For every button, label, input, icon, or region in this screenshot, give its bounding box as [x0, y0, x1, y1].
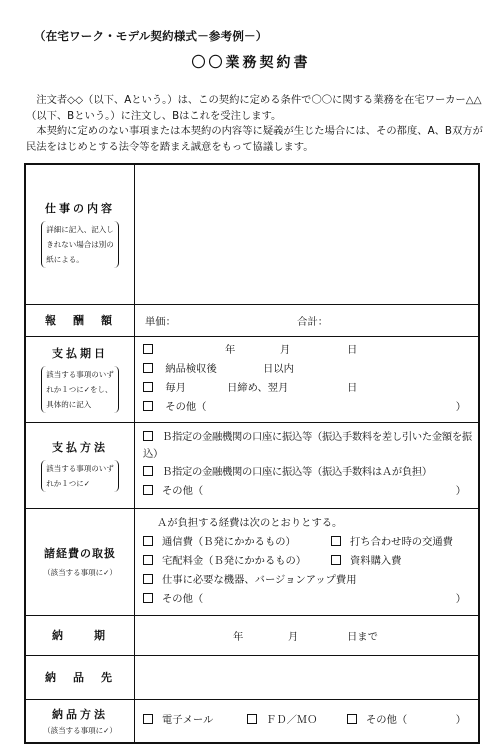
note-line: 具体的に記入 — [46, 400, 92, 409]
option-text: 宅配料金（Ｂ発にかかるもの） — [162, 555, 307, 567]
payment-method-option — [135, 429, 478, 463]
checkbox[interactable] — [247, 714, 257, 724]
form-subtitle: （在宅ワーク・モデル契約様式－参考例－） — [34, 29, 268, 43]
checkbox[interactable] — [143, 363, 153, 373]
destination-label-cell — [25, 655, 135, 699]
option-text: Ｂ指定の金融機関の口座に振込等（振込手数料はＡが負担） — [162, 466, 432, 478]
option-text: その他（ — [165, 401, 207, 413]
expenses-label: 諸経費の取扱 — [44, 547, 116, 560]
delivery-method-label-cell — [25, 699, 135, 743]
option-text: ） — [455, 401, 466, 413]
expenses-option-row — [135, 552, 478, 571]
option-text: 日 — [347, 382, 358, 394]
expenses-option-row — [135, 571, 478, 590]
deadline-label: 納 期 — [52, 629, 108, 642]
intro-paragraph: 注文者◇◇（以下、Aという。）は、この契約に定める条件で〇〇に関する業務を在宅ワーカー△△（以下、Bという。）に注文し、Bはこれを受注します。 — [26, 94, 482, 122]
checkbox[interactable] — [347, 714, 357, 724]
option-text: 年 — [225, 344, 236, 356]
fee-field[interactable] — [135, 304, 480, 336]
option-text: その他（ — [162, 593, 204, 605]
row-delivery-method — [25, 699, 479, 743]
note-line: れか１つに✓をし、 — [46, 385, 113, 394]
note-line: きれない場合は別の — [46, 240, 114, 250]
payment-method-note — [41, 460, 119, 492]
work-content-label: 仕事の内容 — [45, 202, 115, 216]
checkbox[interactable] — [143, 485, 153, 495]
contract-form-table — [24, 163, 480, 744]
row-expenses — [25, 508, 479, 615]
option-text: 資料購入費 — [350, 555, 402, 567]
deadline-field[interactable] — [135, 615, 480, 655]
option-text: 仕事に必要な機器、バージョンアップ費用 — [162, 574, 357, 586]
row-fee — [25, 304, 479, 336]
delivery-method-label: 納品方法 — [52, 707, 108, 721]
payment-date-option — [135, 379, 478, 398]
intro-paragraph: 本契約に定めのない事項または本契約の内容等に疑義が生じた場合には、その都度、A、B双方が民法をはじめとする法令等を踏まえ誠意をもって協議します。 — [26, 125, 483, 153]
deadline-label-cell — [25, 615, 135, 655]
payment-date-options — [135, 336, 480, 422]
option-text: 毎月 — [165, 382, 186, 394]
option-text: 納品検収後 — [165, 363, 217, 375]
row-destination — [25, 655, 479, 699]
option-text: その他（ — [162, 485, 204, 497]
checkbox[interactable] — [331, 555, 341, 565]
payment-date-option — [135, 398, 478, 417]
expenses-intro: Ａが負担する経費は次のとおりとする。 — [157, 517, 343, 529]
delivery-method-options — [135, 699, 480, 743]
payment-method-label: 支払方法 — [52, 440, 108, 454]
payment-method-label-cell — [25, 422, 135, 508]
deadline-month: 月 — [288, 630, 299, 643]
work-content-field[interactable] — [135, 164, 480, 304]
intro-text — [26, 93, 488, 155]
checkbox[interactable] — [143, 536, 153, 546]
expenses-options — [135, 508, 480, 615]
checkbox[interactable] — [331, 536, 341, 546]
checkbox[interactable] — [143, 466, 153, 476]
note-line: 詳細に記入、記入し — [46, 225, 114, 235]
option-text: 打ち合わせ時の交通費 — [350, 536, 453, 548]
checkbox[interactable] — [143, 401, 153, 411]
option-text: Ｂ指定の金融機関の口座に振込等（振込手数料を差し引いた金額を振込） — [143, 431, 472, 460]
expenses-option-row — [135, 533, 478, 552]
destination-label: 納 品 先 — [45, 671, 115, 684]
deadline-year: 年 — [233, 630, 244, 643]
note-line: れか１つに✓ — [46, 478, 91, 488]
payment-method-options — [135, 422, 480, 508]
fee-label: 報 酬 額 — [45, 314, 115, 327]
unit-price-label: 単価： — [145, 315, 176, 328]
payment-date-option — [135, 360, 478, 379]
row-payment-method — [25, 422, 479, 508]
page-title: 〇〇業務契約書 — [191, 55, 311, 71]
note-line: 紙による。 — [46, 255, 84, 265]
row-payment-date — [25, 336, 479, 422]
work-content-note — [41, 221, 119, 268]
checkbox[interactable] — [143, 574, 153, 584]
checkbox[interactable] — [143, 555, 153, 565]
option-text: ＦＤ／ＭＯ — [266, 714, 318, 727]
work-content-label-cell — [25, 164, 135, 304]
option-text: ） — [455, 593, 466, 605]
delivery-method-note: （該当する事項に✓） — [43, 725, 117, 735]
payment-date-option — [135, 341, 478, 360]
checkbox[interactable] — [143, 382, 153, 392]
payment-date-label: 支払期日 — [52, 347, 108, 360]
option-text: 日締め、翌月 — [227, 382, 289, 394]
delivery-method-option-row — [135, 711, 478, 730]
option-text: 通信費（Ｂ発にかかるもの） — [162, 536, 296, 548]
payment-date-note — [41, 366, 119, 413]
destination-field[interactable] — [135, 655, 480, 699]
expenses-label-cell — [25, 508, 135, 615]
payment-method-option — [135, 463, 478, 482]
option-text: ） — [455, 714, 466, 727]
checkbox[interactable] — [143, 344, 153, 354]
option-text: 日以内 — [263, 363, 294, 375]
option-text: 月 — [280, 344, 291, 356]
note-line: 該当する事項のいず — [46, 463, 114, 473]
row-work-content — [25, 164, 479, 304]
deadline-day: 日まで — [347, 630, 378, 643]
option-text: その他（ — [366, 714, 408, 727]
expenses-note: （該当する事項に✓） — [43, 568, 117, 577]
checkbox[interactable] — [143, 593, 153, 603]
payment-method-option — [135, 482, 478, 501]
row-deadline — [25, 615, 479, 655]
total-label: 合計： — [297, 315, 329, 328]
fee-label-cell — [25, 304, 135, 336]
option-text: 日 — [347, 344, 358, 356]
option-text: ） — [455, 485, 466, 497]
expenses-option-row — [135, 590, 478, 609]
checkbox[interactable] — [143, 714, 153, 724]
note-line: 該当する事項のいず — [46, 370, 114, 379]
checkbox[interactable] — [143, 431, 153, 441]
payment-date-label-cell — [25, 336, 135, 422]
option-text: 電子メール — [162, 714, 214, 727]
